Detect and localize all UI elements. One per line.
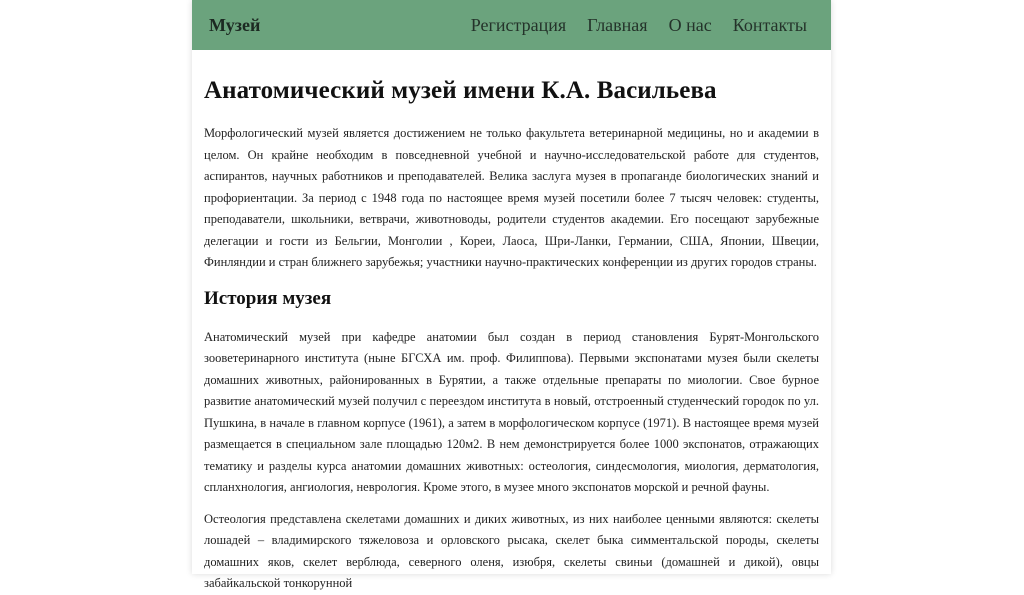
history-heading: История музея	[204, 287, 332, 309]
history-paragraph-2: Остеология представлена скелетами домашних и диких животных, из них наиболее ценными являются: скелеты лошадей – владимирского тяжеловоза и орловского рысака, скелет быка симментальской породы, скелеты домашних яков, скелет верблюда, северного оленя, изюбря, скелеты свиньи (домашней и дикой), овцы забайкальской тонкорунной	[204, 511, 819, 590]
top-navbar	[192, 0, 831, 50]
nav-links	[471, 15, 807, 36]
main-content	[192, 50, 831, 595]
nav-link-about[interactable]: О нас	[668, 14, 712, 35]
brand-link[interactable]: Музей	[209, 14, 261, 35]
intro-paragraph: Морфологический музей является достижением не только факультета ветеринарной медицины, но и академии в целом. Он крайне необходим в повседневной учебной и научно-исследовательской работе для студентов, аспирантов, научных работников и преподавателей. Велика заслуга музея в пропаганде биологических знаний и профориентации. За период с 1948 года по настоящее время музей посетили более 7 тысяч человек: студенты, преподаватели, школьники, ветврачи, животноводы, родители студентов академии. Его посещают зарубежные делегации и гости из Бельгии, Монголии , Кореи, Лаоса, Шри-Ланки, Германии, США, Японии, Швеции, Финляндии и стран ближнего зарубежья; участники научно-практических конференции из других городов страны.	[204, 126, 819, 269]
nav-link-registration[interactable]: Регистрация	[470, 14, 567, 35]
page-title: Анатомический музей имени К.А. Васильева	[204, 77, 717, 104]
history-paragraph-1: Анатомический музей при кафедре анатомии был создан в период становления Бурят-Монгольского зооветеринарного института (ныне БГСХА им. проф. Филиппова). Первыми экспонатами музея были скелеты домашних животных, районированных в Бурятии, а также отдельные препараты по миологии. Свое бурное развитие анатомический музей получил с переездом института в новый, отстроенный студенческий городок по ул. Пушкина, в начале в главном корпусе (1961), а затем в морфологическом корпусе (1971). В настоящее время музей размещается в специальном зале площадью 120м2. В нем демонстрируется более 1000 экспонатов, отражающих тематику и разделы курса анатомии домашних животных: остеология, синдесмология, миология, дерматология, спланхнология, ангиология, неврология. Кроме этого, в музее много экспонатов морской и речной фауны.	[204, 329, 819, 494]
nav-link-home[interactable]: Главная	[587, 14, 648, 35]
nav-link-contacts[interactable]: Контакты	[732, 14, 807, 35]
page-container	[192, 0, 831, 590]
